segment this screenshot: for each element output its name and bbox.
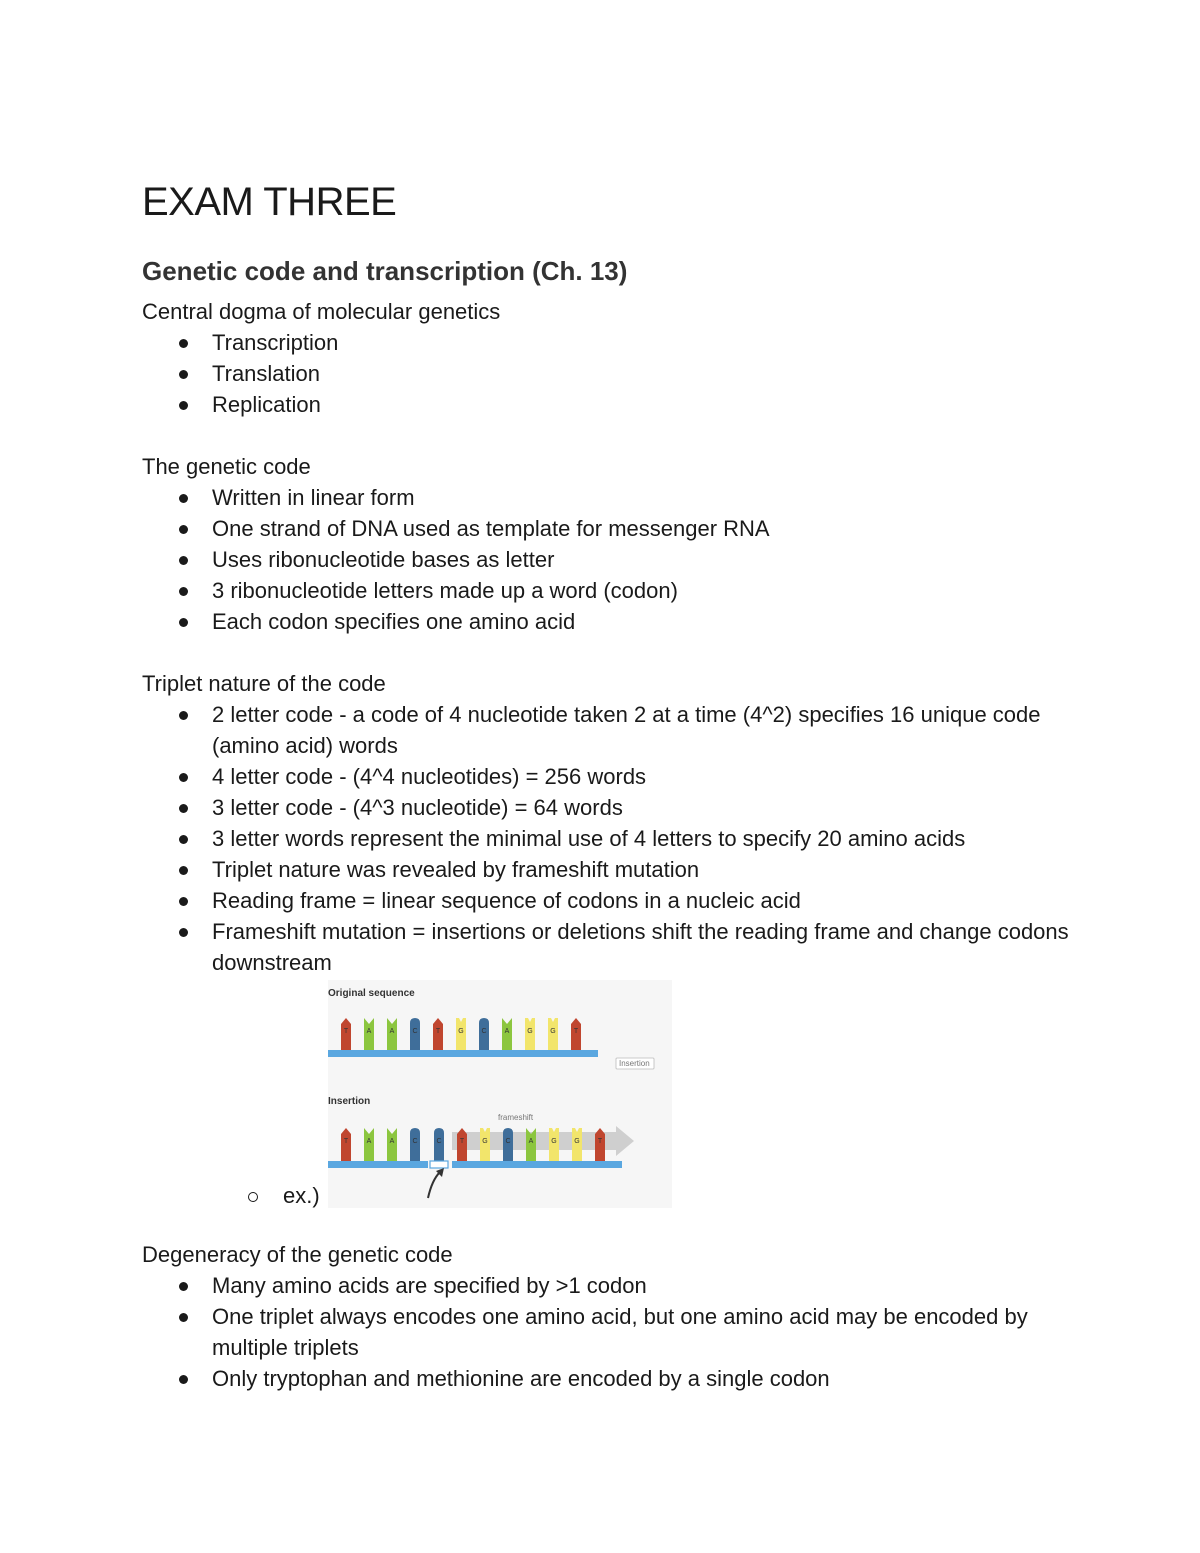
bullet-list [142, 482, 1072, 637]
base-letter: A [389, 1138, 395, 1145]
insertion-label: Insertion [328, 1096, 371, 1107]
insertion-base [480, 1128, 490, 1161]
base-letter: A [366, 1028, 372, 1035]
list-item: Written in linear form [142, 482, 1072, 513]
list-item: Each codon specifies one amino acid [142, 606, 1072, 637]
base-letter: T [435, 1028, 441, 1035]
base-letter: A [366, 1138, 372, 1145]
base-letter: T [343, 1028, 349, 1035]
bullet-list [142, 699, 1072, 978]
section-heading: Triplet nature of the code [142, 671, 386, 696]
base-letter: C [436, 1138, 442, 1145]
base-letter: G [550, 1028, 556, 1035]
sub-list-item [142, 978, 1072, 1208]
original-base [433, 1018, 443, 1050]
insertion-base [595, 1128, 605, 1161]
list-item: 4 letter code - (4^4 nucleotides) = 256 words [142, 761, 1072, 792]
list-item: Transcription [142, 327, 1072, 358]
section-subtitle: Genetic code and transcription (Ch. 13) [142, 256, 628, 286]
base-letter: C [505, 1138, 511, 1145]
base-letter: G [551, 1138, 557, 1145]
base-letter: G [527, 1028, 533, 1035]
insertion-backbone-left [328, 1161, 428, 1168]
section-heading: Degeneracy of the genetic code [142, 1242, 453, 1267]
original-base [341, 1018, 351, 1050]
base-letter: T [459, 1138, 465, 1145]
insertion-base [341, 1128, 351, 1161]
bullet-list [142, 1270, 1072, 1394]
original-base [502, 1018, 512, 1050]
insertion-base [387, 1128, 397, 1161]
base-letter: G [574, 1138, 580, 1145]
insertion-base [572, 1128, 582, 1161]
base-letter: A [528, 1138, 534, 1145]
original-sequence-label: Original sequence [328, 988, 415, 999]
list-item: Many amino acids are specified by >1 codon [142, 1270, 1072, 1301]
original-bases-group [341, 1018, 581, 1050]
insertion-base [503, 1128, 513, 1161]
hollow-bullet-icon [248, 1192, 258, 1202]
section-heading: Central dogma of molecular genetics [142, 299, 501, 324]
list-item: One triplet always encodes one amino acid, but one amino acid may be encoded by multiple triplets [142, 1301, 1072, 1363]
base-letter: G [458, 1028, 464, 1035]
insertion-base [457, 1128, 467, 1161]
insertion-pointer-arrow [428, 1172, 440, 1198]
insertion-backbone-right [452, 1161, 622, 1168]
list-item: 3 letter words represent the minimal use of 4 letters to specify 20 amino acids [142, 823, 1072, 854]
list-item: 2 letter code - a code of 4 nucleotide taken 2 at a time (4^2) specifies 16 unique code (amino acid) words [142, 699, 1072, 761]
base-letter: C [412, 1138, 418, 1145]
base-letter: T [597, 1138, 603, 1145]
list-item: Frameshift mutation = insertions or deletions shift the reading frame and change codons downstream [142, 916, 1072, 978]
sub-list [142, 978, 1072, 1208]
base-letter: G [482, 1138, 488, 1145]
list-item: One strand of DNA used as template for messenger RNA [142, 513, 1072, 544]
original-backbone [328, 1050, 598, 1057]
frameshift-label: frameshift [498, 1113, 534, 1122]
insertion-tag: Insertion [619, 1059, 650, 1068]
bullet-list [142, 327, 1072, 420]
original-base [387, 1018, 397, 1050]
list-item: Only tryptophan and methionine are encoded by a single codon [142, 1363, 1072, 1394]
original-base [525, 1018, 535, 1050]
section-heading: The genetic code [142, 454, 311, 479]
base-letter: C [412, 1028, 418, 1035]
base-letter: A [389, 1028, 395, 1035]
base-letter: C [481, 1028, 487, 1035]
insertion-base [364, 1128, 374, 1161]
original-base [548, 1018, 558, 1050]
original-base [410, 1018, 420, 1050]
inserted-base [434, 1128, 444, 1161]
base-letter: A [504, 1028, 510, 1035]
base-letter: T [573, 1028, 579, 1035]
frameshift-arrow [452, 1126, 634, 1156]
inserted-backbone-segment [430, 1161, 448, 1168]
frameshift-diagram [328, 980, 672, 1208]
example-label: ex.) [283, 1183, 320, 1208]
frameshift-figure [328, 980, 672, 1208]
original-base [364, 1018, 374, 1050]
list-item: Reading frame = linear sequence of codons in a nucleic acid [142, 885, 1072, 916]
list-item: 3 ribonucleotide letters made up a word (codon) [142, 575, 1072, 606]
list-item: Replication [142, 389, 1072, 420]
list-item: 3 letter code - (4^3 nucleotide) = 64 words [142, 792, 1072, 823]
insertion-base [410, 1128, 420, 1161]
list-item: Uses ribonucleotide bases as letter [142, 544, 1072, 575]
list-item: Translation [142, 358, 1072, 389]
notes-body [142, 296, 1072, 1394]
original-base [479, 1018, 489, 1050]
insertion-base [549, 1128, 559, 1161]
page-title: EXAM THREE [142, 180, 397, 224]
base-letter: T [343, 1138, 349, 1145]
list-item: Triplet nature was revealed by frameshift mutation [142, 854, 1072, 885]
original-base [571, 1018, 581, 1050]
original-base [456, 1018, 466, 1050]
